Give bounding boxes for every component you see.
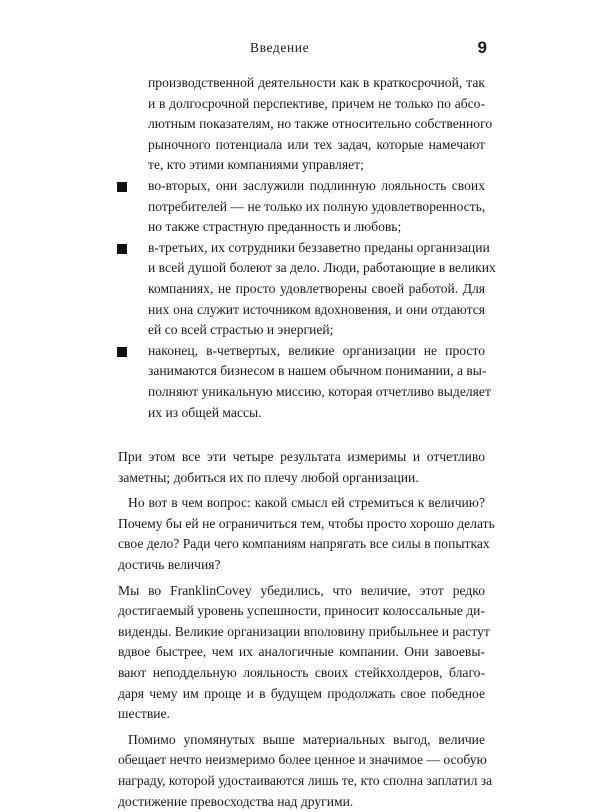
body-text bbox=[118, 73, 496, 812]
text-line: занимаются бизнесом в нашем обычном понимании, а вы- bbox=[148, 363, 487, 379]
text-line: награду, которой удостаиваются лишь те, кто сполна заплатил за bbox=[118, 773, 493, 788]
text-line: виденды. Великие организации вполовину прибыльнее и растут bbox=[118, 623, 490, 639]
text-line: лютным показателям, но также относительно собственного bbox=[148, 116, 493, 132]
text-line: шествие. bbox=[118, 706, 170, 722]
list-item bbox=[118, 341, 491, 423]
text-line: потребителей — не только их полную удовлетворенность, bbox=[148, 198, 486, 214]
text-line: полняют уникальную миссию, которая отчетливо выделяет bbox=[148, 383, 491, 399]
text-line: При этом все эти четыре результата измеримы и отчетливо bbox=[118, 449, 485, 465]
text-line: свое дело? Ради чего компаниям напрягать все силы в попытках bbox=[118, 536, 490, 552]
text-line: рыночного потенциала или тех задач, которые намечают bbox=[148, 136, 485, 152]
running-title: Введение bbox=[250, 40, 310, 55]
text-line: и всей душой болеют за дело. Люди, работающие в великих bbox=[148, 260, 496, 276]
square-bullet-icon bbox=[117, 182, 127, 192]
paragraph bbox=[118, 730, 493, 812]
square-bullet-icon bbox=[117, 347, 127, 357]
text-line: и в долгосрочной перспективе, причем не только по абсо- bbox=[148, 95, 485, 111]
text-line: те, кто этими компаниями управляет; bbox=[148, 157, 364, 173]
text-line: но также страстную преданность и любовь; bbox=[148, 219, 402, 235]
text-line: Мы во FranklinCovey убедились, что величие, этот редко bbox=[118, 582, 485, 598]
text-line: достичь величия? bbox=[118, 557, 221, 573]
text-line: Почему бы ей не ограничиться тем, чтобы просто хорошо делать bbox=[118, 515, 495, 531]
text-line: компаниях, не просто удовлетворены своей работой. Для bbox=[148, 280, 485, 296]
text-line: наконец, в-четвертых, великие организации не просто bbox=[148, 342, 485, 358]
bullet-list bbox=[118, 73, 496, 423]
text-line: заметны; добиться их по плечу любой организации. bbox=[118, 469, 419, 485]
list-item bbox=[118, 176, 485, 238]
square-bullet-icon bbox=[117, 244, 127, 254]
text-line: вдвое быстрее, чем их аналогичные компании. Они завоевы- bbox=[118, 644, 485, 660]
section-spacer bbox=[118, 423, 485, 447]
text-line: достижение превосходства над другими. bbox=[118, 793, 354, 809]
text-line: их из общей массы. bbox=[148, 404, 262, 420]
text-line: Помимо упомянутых выше материальных выгод, величие bbox=[128, 731, 485, 747]
paragraph bbox=[118, 581, 490, 725]
page-number: 9 bbox=[477, 38, 487, 57]
text-line: обещает нечто неизмеримо более ценное и значимое — особую bbox=[118, 752, 487, 768]
text-line: ей со всей страстью и энергией; bbox=[148, 322, 334, 338]
list-item-continuation bbox=[118, 73, 493, 176]
text-line: Но вот в чем вопрос: какой смысл ей стремиться к величию? bbox=[128, 495, 485, 511]
text-line: них она служит источником вдохновения, и они отдаются bbox=[148, 301, 485, 317]
paragraph bbox=[118, 493, 495, 575]
list-item bbox=[118, 238, 496, 341]
paragraph bbox=[118, 447, 485, 488]
text-line: даря чему им проще и в будущем продолжать свое победное bbox=[118, 685, 485, 701]
page-header bbox=[0, 38, 600, 62]
text-line: во-вторых, они заслужили подлинную лояльность своих bbox=[148, 177, 485, 193]
text-line: вают неподдельную лояльность своих стейкхолдеров, благо- bbox=[118, 665, 485, 681]
text-line: достигаемый уровень успешности, приносит колоссальные ди- bbox=[118, 603, 485, 619]
text-line: производственной деятельности как в краткосрочной, так bbox=[148, 75, 485, 90]
text-line: в-третьих, их сотрудники беззаветно преданы организации bbox=[148, 239, 490, 255]
